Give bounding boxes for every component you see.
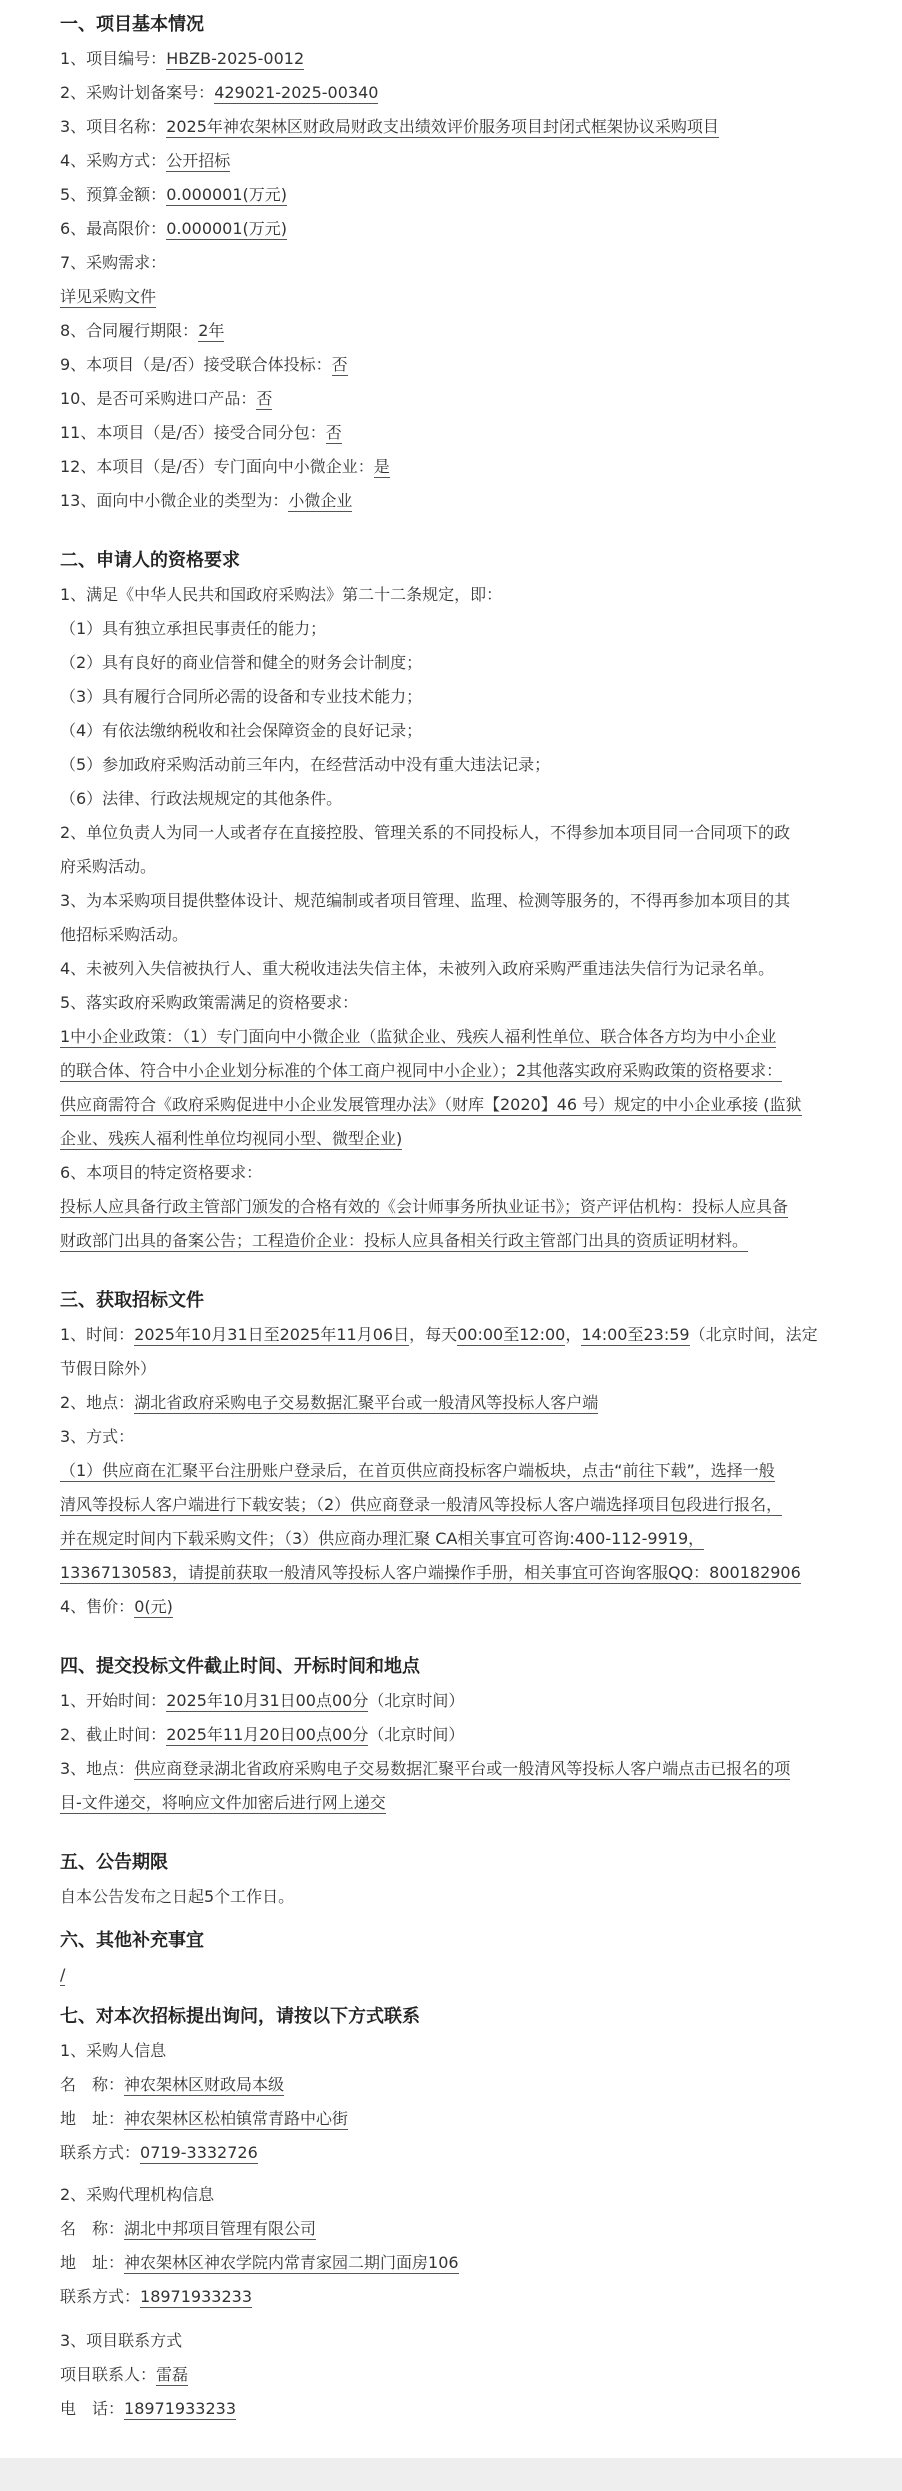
agency-heading: 2、采购代理机构信息: [60, 2185, 215, 2204]
plan-record-row: 2、采购计划备案号：429021-2025-00340: [60, 83, 379, 102]
procurement-method-value: 公开招标: [166, 151, 231, 170]
sme-only-row: 12、本项目（是/否）专门面向中小微企业：是: [60, 457, 390, 476]
project-number-value: HBZB-2025-0012: [166, 49, 305, 68]
purchaser-name-row: 名 称：神农架林区财政局本级: [60, 2075, 285, 2094]
plan-record-value: 429021-2025-00340: [214, 83, 379, 102]
contract-period-row: 8、合同履行期限：2年: [60, 321, 225, 340]
contract-period-value: 2年: [198, 321, 225, 340]
special-qual-line2: 财政部门出具的备案公告；工程造价企业：投标人应具备相关行政主管部门出具的资质证明材料。: [60, 1231, 749, 1250]
section-4-title: 四、提交投标文件截止时间、开标时间和地点: [60, 1656, 420, 1677]
joint-bid-row: 9、本项目（是/否）接受联合体投标：否: [60, 355, 348, 374]
requirement-row: 7、采购需求：: [60, 253, 167, 272]
qual-c1: （1）具有独立承担民事责任的能力；: [60, 619, 327, 638]
qual-c4: （4）有依法缴纳税收和社会保障资金的良好记录；: [60, 721, 423, 740]
qual-p4: 4、未被列入失信被执行人、重大税收违法失信主体，未被列入政府采购严重违法失信行为记录名单。: [60, 959, 775, 978]
sme-type-row: 13、面向中小微企业的类型为：小微企业: [60, 491, 353, 510]
subcontract-row: 11、本项目（是/否）接受合同分包：否: [60, 423, 342, 442]
qual-c2: （2）具有良好的商业信誉和健全的财务会计制度；: [60, 653, 423, 672]
budget-value: 0.000001(万元): [166, 185, 288, 204]
obtain-method-line3: 并在规定时间内下载采购文件；（3）供应商办理汇聚 CA相关事宜可咨询:400-112-9919，: [60, 1529, 705, 1548]
obtain-location-row: 2、地点：湖北省政府采购电子交易数据汇聚平台或一般清风等投标人客户端: [60, 1393, 599, 1412]
obtain-method-label: 3、方式：: [60, 1427, 135, 1446]
procurement-method-row: 4、采购方式：公开招标: [60, 151, 231, 170]
obtain-method-line1: （1）供应商在汇聚平台注册账户登录后，在首页供应商投标客户端板块，点击“前往下载”，选择一般: [60, 1461, 775, 1480]
policy-line1: 1中小企业政策：（1）专门面向中小微企业（监狱企业、残疾人福利性单位、联合体各方均为中小企业: [60, 1027, 777, 1046]
section-3-title: 三、获取招标文件: [60, 1290, 204, 1311]
section-7-title: 七、对本次招标提出询问，请按以下方式联系: [60, 2006, 420, 2027]
obtain-time-row-2: 节假日除外）: [60, 1359, 157, 1378]
subcontract-value: 否: [325, 423, 342, 442]
qual-c6: （6）法律、行政法规规定的其他条件。: [60, 789, 343, 808]
import-row: 10、是否可采购进口产品：否: [60, 389, 273, 408]
deadline-row: 2、截止时间：2025年11月20日00点00分（北京时间）: [60, 1725, 465, 1744]
joint-bid-value: 否: [331, 355, 348, 374]
qual-p3-line2: 他招标采购活动。: [60, 925, 189, 944]
section-1-title: 一、项目基本情况: [60, 14, 204, 35]
obtain-method-line2: 清风等投标人客户端进行下载安装；（2）供应商登录一般清风等投标人客户端选择项目包段进行报名，: [60, 1495, 783, 1514]
special-qual-line1: 投标人应具备行政主管部门颁发的合格有效的《会计师事务所执业证书》；资产评估机构：投标人应具备: [60, 1197, 789, 1216]
qual-p6: 6、本项目的特定资格要求：: [60, 1163, 263, 1182]
requirement-value: 详见采购文件: [60, 287, 157, 306]
purchaser-address-row: 地 址：神农架林区松柏镇常青路中心街: [60, 2109, 349, 2128]
obtain-method-line4: 13367130583，请提前获取一般清风等投标人客户端操作手册，相关事宜可咨询客服QQ：800182906: [60, 1563, 801, 1582]
submit-location-row: 3、地点：供应商登录湖北省政府采购电子交易数据汇聚平台或一般清风等投标人客户端点击已报名的项: [60, 1759, 791, 1778]
qual-p3-line1: 3、为本采购项目提供整体设计、规范编制或者项目管理、监理、检测等服务的，不得再参加本项目的其: [60, 891, 791, 910]
project-contact-phone-row: 电 话：18971933233: [60, 2399, 236, 2418]
page-footer-band: [0, 2458, 902, 2491]
obtain-time-row: 1、时间：2025年10月31日至2025年11月06日，每天00:00至12:00，14:00至23:59（北京时间，法定: [60, 1325, 818, 1344]
project-name-row: 3、项目名称：2025年神农架林区财政局财政支出绩效评价服务项目封闭式框架协议采购项目: [60, 117, 719, 136]
notice-period-text: 自本公告发布之日起5个工作日。: [60, 1887, 295, 1906]
policy-line2: 的联合体、符合中小企业划分标准的个体工商户视同中小企业）；2其他落实政府采购政策的资格要求：: [60, 1061, 783, 1080]
price-row: 4、售价：0(元): [60, 1597, 173, 1616]
project-contact-heading: 3、项目联系方式: [60, 2331, 183, 2350]
section-2-title: 二、申请人的资格要求: [60, 550, 240, 571]
project-name-value: 2025年神农架林区财政局财政支出绩效评价服务项目封闭式框架协议采购项目: [166, 117, 719, 136]
qual-p2-line2: 府采购活动。: [60, 857, 157, 876]
policy-line4: 企业、残疾人福利性单位均视同小型、微型企业): [60, 1129, 403, 1148]
start-time-row: 1、开始时间：2025年10月31日00点00分（北京时间）: [60, 1691, 465, 1710]
project-number-row: 1、项目编号：HBZB-2025-0012: [60, 49, 305, 68]
agency-contact-row: 联系方式：18971933233: [60, 2287, 252, 2306]
sme-type-value: 小微企业: [288, 491, 353, 510]
qual-p2-line1: 2、单位负责人为同一人或者存在直接控股、管理关系的不同投标人，不得参加本项目同一合同项下的政: [60, 823, 791, 842]
budget-row: 5、预算金额：0.000001(万元): [60, 185, 288, 204]
qual-c3: （3）具有履行合同所必需的设备和专业技术能力；: [60, 687, 423, 706]
submit-location-row-2: 目-文件递交，将响应文件加密后进行网上递交: [60, 1793, 386, 1812]
max-price-value: 0.000001(万元): [166, 219, 288, 238]
qual-p1: 1、满足《中华人民共和国政府采购法》第二十二条规定，即：: [60, 585, 503, 604]
purchaser-contact-row: 联系方式：0719-3332726: [60, 2143, 258, 2162]
project-contact-person-row: 项目联系人：雷磊: [60, 2365, 189, 2384]
agency-name-row: 名 称：湖北中邦项目管理有限公司: [60, 2219, 317, 2238]
supplement-text: /: [60, 1965, 66, 1984]
policy-line3: 供应商需符合《政府采购促进中小企业发展管理办法》（财库【2020】46 号）规定的中小企业承接 (监狱: [60, 1095, 802, 1114]
sme-only-value: 是: [373, 457, 390, 476]
qual-p5: 5、落实政府采购政策需满足的资格要求：: [60, 993, 359, 1012]
purchaser-heading: 1、采购人信息: [60, 2041, 167, 2060]
qual-c5: （5）参加政府采购活动前三年内，在经营活动中没有重大违法记录；: [60, 755, 551, 774]
import-value: 否: [256, 389, 273, 408]
max-price-row: 6、最高限价：0.000001(万元): [60, 219, 288, 238]
section-6-title: 六、其他补充事宜: [60, 1930, 204, 1951]
section-5-title: 五、公告期限: [60, 1852, 168, 1873]
agency-address-row: 地 址：神农架林区神农学院内常青家园二期门面房106: [60, 2253, 459, 2272]
